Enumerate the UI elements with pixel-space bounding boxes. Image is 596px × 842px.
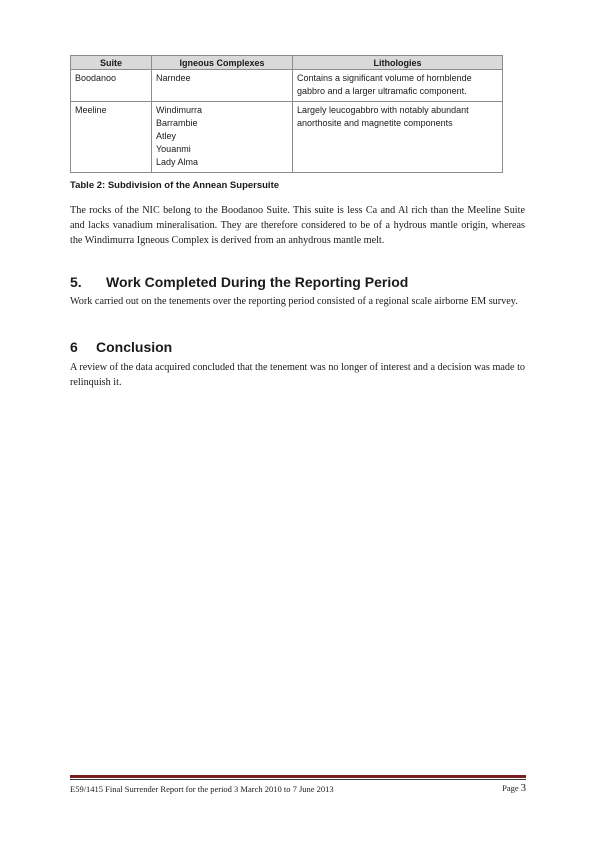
section-title: Work Completed During the Reporting Period [106,274,409,290]
footer-text: E59/1415 Final Surrender Report for the period 3 March 2010 to 7 June 2013 [70,784,334,794]
complex-item: Youanmi [156,144,191,154]
page-label: Page [502,783,519,793]
section-title: Conclusion [96,339,173,355]
section-number: 5. [70,274,82,290]
section-heading [70,274,408,290]
header-igneous-complexes: Igneous Complexes [152,56,293,70]
annean-supersuite-table [70,55,503,173]
table-row [71,70,503,102]
section-heading [70,339,172,355]
complex-item: Windimurra [156,105,203,115]
page-number [502,783,526,794]
header-suite: Suite [71,56,152,70]
table-header-row [71,56,503,70]
table-caption: Table 2: Subdivision of the Annean Supersuite [70,180,280,191]
complex-item: Narndee [156,73,191,83]
table-row [71,102,503,173]
page-number-value: 3 [520,783,526,794]
footer-rule [70,775,526,778]
header-lithologies: Lithologies [293,56,503,70]
cell-suite: Meeline [71,102,152,173]
cell-suite: Boodanoo [71,70,152,102]
cell-complexes [152,102,293,173]
section-number: 6 [70,339,78,355]
complex-item: Lady Alma [156,157,199,167]
cell-complexes [152,70,293,102]
body-paragraph: Work carried out on the tenements over the reporting period consisted of a regional scale airborne EM survey. [70,296,518,307]
footer-rule-thin [70,779,526,780]
body-paragraph: A review of the data acquired concluded that the tenement was no longer of interest and a decision was made to relinquish it. [70,362,525,388]
cell-lithologies: Largely leucogabbro with notably abundant anorthosite and magnetite components [293,102,503,173]
cell-lithologies: Contains a significant volume of hornblende gabbro and a larger ultramafic component. [293,70,503,102]
complex-item: Atley [156,131,177,141]
complex-item: Barrambie [156,118,198,128]
body-paragraph: The rocks of the NIC belong to the Boodanoo Suite. This suite is less Ca and Al rich than the Meeline Suite and lacks vanadium mineralisation. They are therefore considered to be of a hydrous mantle origin, whereas the Windimurra Igneous Complex is derived from an anhydrous mantle melt. [70,205,525,246]
